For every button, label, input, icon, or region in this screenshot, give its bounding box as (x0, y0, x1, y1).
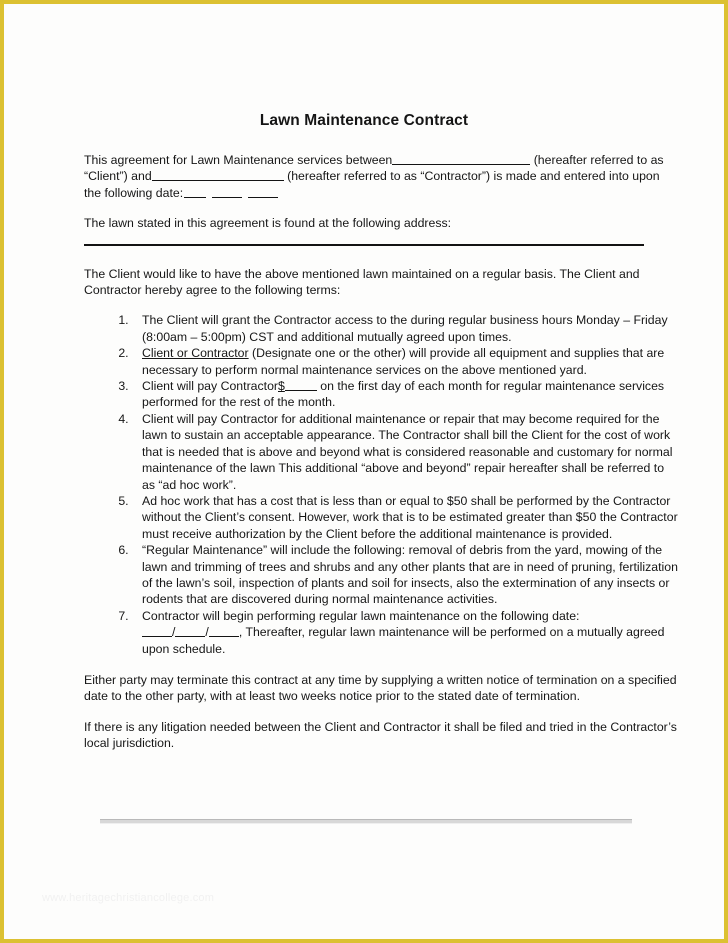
watermark-url: www.heritagechristiancollege.com (42, 892, 215, 904)
term-4-text: Client will pay Contractor for additional maintenance or repair that may become required for the lawn to sustain an acceptable appearance. The Contractor shall bill the Client for the cost of work that is needed that is above and beyond what is considered reasonable and customary for normal maintenance of the lawn This additional “above and beyond” repair hereafter shall be referred to as “ad hoc work”. (142, 411, 673, 492)
term-item-7 (132, 608, 680, 657)
agreement-lead-paragraph: The Client would like to have the above mentioned lawn maintained on a regular basis. The Client and Contractor hereby agree to the following terms: (84, 266, 640, 298)
intro-line-b: (hereafter referred to as “Client”) and (84, 153, 664, 184)
term-2-text: (Designate one or the other) will provide all equipment and supplies that are necessary to perform normal maintenance services on the above mentioned yard. (142, 346, 665, 377)
start-date-blank-year[interactable] (209, 625, 239, 637)
term-7-separator-2: / (205, 625, 209, 640)
term-7-text-after: , Thereafter, regular lawn maintenance will be performed on a mutually agreed upon schedule. (142, 625, 665, 656)
term-3-text-after: on the first day of each month for regular maintenance services performed for the rest of the month. (142, 379, 665, 410)
term-7-text-before: Contractor will begin performing regular lawn maintenance on the following date: (142, 608, 580, 623)
termination-clause: Either party may terminate this contract at any time by supplying a written notice of termination on a specified date to the other party, with at least two weeks notice prior to the stated date of termination. (84, 672, 677, 704)
term-2-underlined-lead: Client or Contractor (142, 346, 249, 361)
intro-line-c: (hereafter referred to as “Contractor”) is made and entered into upon the following date: (84, 169, 660, 200)
term-item-5 (132, 493, 680, 542)
monthly-amount-blank[interactable] (285, 379, 317, 391)
term-1-text: The Client will grant the Contractor access to the during regular business hours Monday – Friday (8:00am – 5:00pm) CST and additional mutually agreed upon times. (142, 313, 668, 344)
date-blank-year[interactable] (248, 186, 278, 198)
date-blank-month[interactable] (184, 186, 206, 198)
client-name-blank[interactable] (392, 153, 530, 165)
term-item-6 (132, 542, 680, 608)
term-item-4 (132, 411, 680, 493)
document-sheet (4, 4, 724, 939)
term-5-text: Ad hoc work that has a cost that is less than or equal to $50 shall be performed by the Contractor without the Client’s consent. However, work that is to be estimated greater than $50 the Contractor must receive authorization by the Client before the additional maintenance is provided. (142, 493, 678, 541)
term-item-3 (132, 378, 680, 411)
term-item-1 (132, 312, 680, 345)
term-3-text-before: Client will pay Contractor (142, 379, 278, 394)
page-title: Lawn Maintenance Contract (259, 112, 469, 129)
term-item-2 (132, 345, 680, 378)
term-3-money-symbol: $ (278, 379, 285, 394)
intro-line-a: This agreement for Lawn Maintenance services between (84, 153, 393, 167)
litigation-clause: If there is any litigation needed between the Client and Contractor it shall be filed and tried in the Contractor’s local jurisdiction. (84, 719, 677, 751)
start-date-blank-month[interactable] (142, 625, 172, 637)
term-7-separator-1: / (172, 625, 176, 640)
contractor-name-blank[interactable] (152, 169, 284, 181)
term-6-text: “Regular Maintenance” will include the following: removal of debris from the yard, mowing of the lawn and trimming of trees and shrubs and any other plants that are in need of pruning, fertilization of the lawn’s soil, inspection of plants and soil for insects, also the extermination of any insects or rodents that are discovered during normal maintenance activities. (142, 543, 678, 607)
address-fill-line[interactable] (84, 244, 644, 246)
date-blank-day[interactable] (212, 186, 242, 198)
start-date-blank-day[interactable] (175, 625, 205, 637)
footer-divider (100, 819, 632, 824)
terms-list (84, 312, 680, 657)
address-prompt: The lawn stated in this agreement is found at the following address: (84, 216, 452, 231)
intro-paragraph (84, 152, 680, 201)
